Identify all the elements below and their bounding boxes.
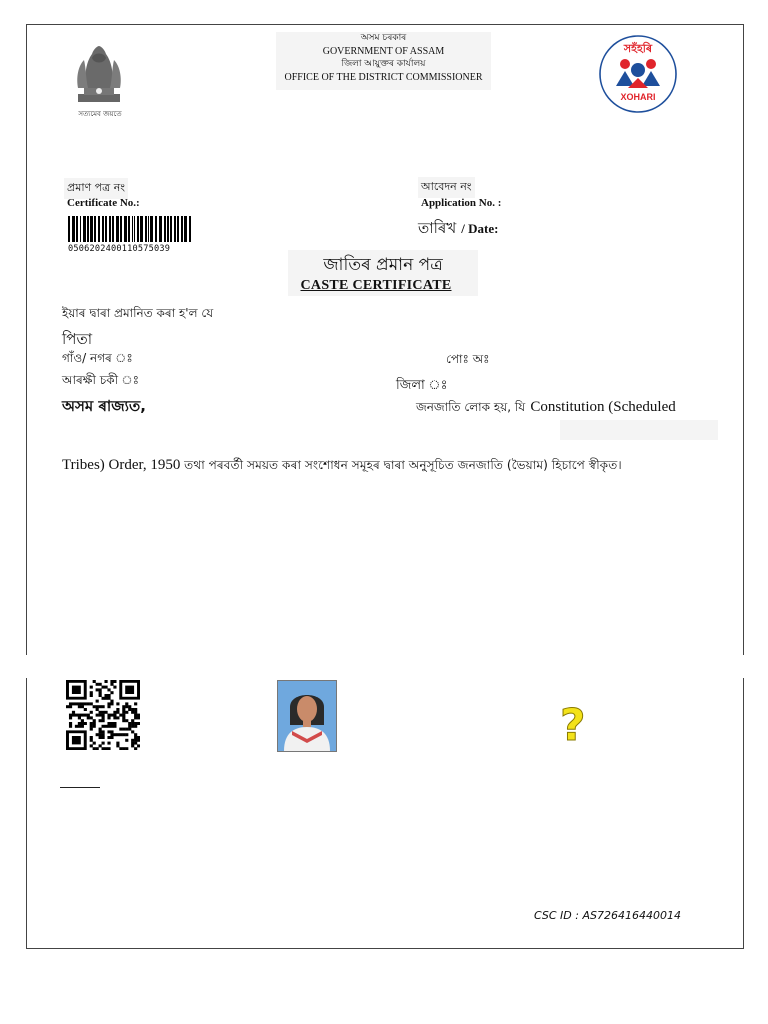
barcode-number: 0506202400110575039 (68, 244, 171, 254)
village-label: গাঁও/ নগৰ ঃ (62, 351, 133, 365)
post-office-label: পোঃ অঃ (446, 352, 490, 366)
shaded-strip (560, 420, 718, 440)
office-en: OFFICE OF THE DISTRICT COMMISSIONER (284, 72, 483, 83)
csc-id: CSC ID : AS726416440014 (534, 909, 681, 922)
district-label: জিলা ঃ (396, 378, 448, 393)
application-no-label-en: Application No. : (421, 197, 502, 209)
applicant-photo (277, 680, 337, 752)
date-label (418, 217, 498, 242)
certificate-no-label-bn: প্ৰমাণ পত্ৰ নং (64, 178, 128, 199)
title-en: CASTE CERTIFICATE (300, 278, 452, 293)
order-line (62, 457, 622, 477)
gov-bn: অসম চৰকাৰ (360, 33, 407, 43)
gov-en: GOVERNMENT OF ASSAM (322, 46, 445, 57)
lion-capital-icon (64, 38, 134, 108)
father-label: পিতা (62, 330, 93, 348)
tribe-text-en: Constitution (Scheduled (530, 399, 676, 415)
certify-line: ইয়াৰ দ্বাৰা প্ৰমানিত কৰা হ'ল যে (62, 306, 214, 320)
qr-code (66, 680, 140, 750)
logo-bottom-text: XOHARI (620, 92, 656, 102)
order-line-bn: তথা পৰবৰ্তী সময়ত কৰা সংশোধন সমূহৰ দ্বাৰা অনুসূচিত জনজাতি (ভৈয়াম) হিচাপে স্বীকৃত। (184, 458, 622, 472)
certificate-no-label-en: Certificate No.: (67, 197, 140, 209)
tribe-text-bn: জনজাতি লোক হয়, যি (416, 400, 526, 414)
application-no-label-bn: আবেদন নং (418, 177, 475, 198)
signature-line (60, 787, 100, 788)
logo-top-text: সহঁহৰি (623, 42, 653, 55)
signature-placeholder: ? (560, 700, 586, 751)
order-line-en: Tribes) Order, 1950 (62, 457, 181, 473)
tribe-line (416, 396, 676, 419)
date-label-en: / Date: (461, 221, 499, 236)
emblem-motto: সত্যমেব জয়তে (78, 110, 122, 118)
national-emblem (64, 38, 134, 120)
barcode-bars (68, 216, 192, 242)
xohari-logo (598, 34, 678, 114)
barcode (68, 216, 194, 254)
person-photo-icon (278, 681, 336, 751)
office-bn: জিলা আয়ুক্তৰ কাৰ্যালয় (341, 59, 426, 69)
state-text: অসম ৰাজ্যত, (62, 397, 146, 415)
title-bn: জাতিৰ প্ৰমান পত্ৰ (323, 255, 443, 275)
date-label-bn: তাৰিখ (418, 219, 457, 237)
header-block (276, 32, 491, 90)
police-station-label: আৰক্ষী চকী ঃ (62, 373, 139, 387)
